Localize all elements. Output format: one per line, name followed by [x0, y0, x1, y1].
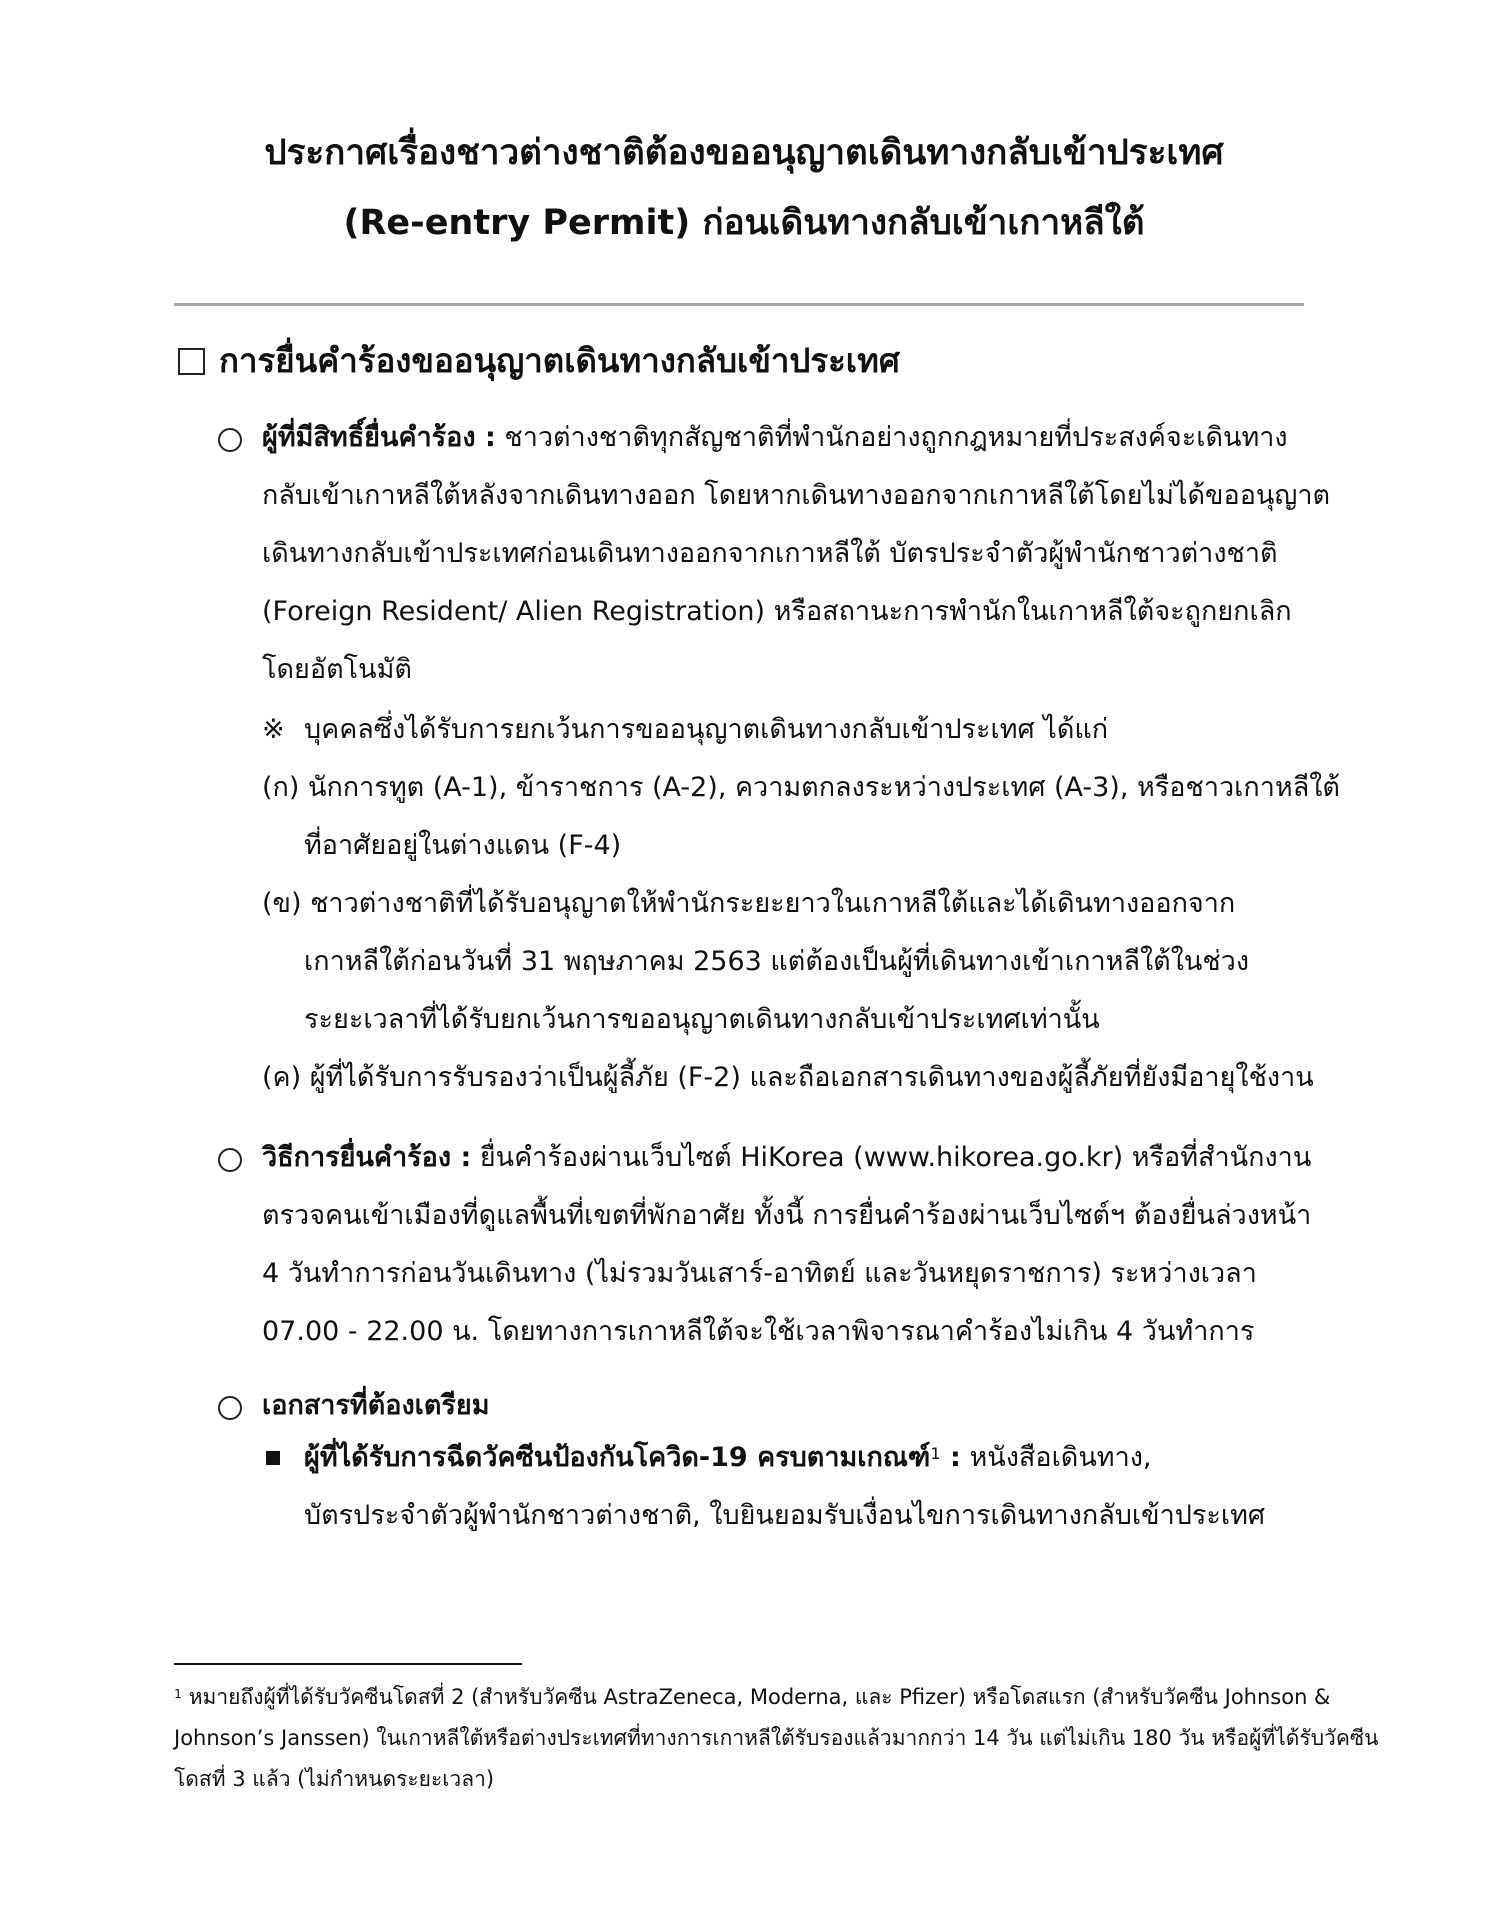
method-line2: ตรวจคนเข้าเมืองที่ดูแลพื้นที่เขตที่พักอาศัย ทั้งนี้ การยื่นคำร้องผ่านเว็บไซต์ฯ ต้องยื่นล่วงหน้า	[262, 1200, 1312, 1231]
exemption-b-line2: เกาหลีใต้ก่อนวันที่ 31 พฤษภาคม 2563 แต่ต้องเป็นผู้ที่เดินทางเข้าเกาหลีใต้ในช่วง	[304, 946, 1250, 977]
exemption-a-line2: ที่อาศัยอยู่ในต่างแดน (F-4)	[304, 830, 622, 861]
method-label: วิธีการยื่นคำร้อง :	[262, 1142, 472, 1173]
page-title-line2: (Re-entry Permit) ก่อนเดินทางกลับเข้าเกาหลีใต้	[343, 203, 1145, 243]
section-heading	[178, 336, 900, 386]
circle-bullet-icon	[218, 1396, 242, 1420]
circle-bullet-icon	[218, 428, 242, 452]
footnote-line1	[174, 1682, 1330, 1712]
documents-item-colon: :	[940, 1442, 961, 1473]
eligibility-label: ผู้ที่มีสิทธิ์ยื่นคำร้อง :	[262, 422, 496, 453]
eligibility-text1: ชาวต่างชาติทุกสัญชาติที่พำนักอย่างถูกกฎหมายที่ประสงค์จะเดินทาง	[504, 422, 1288, 453]
page-title-line1: ประกาศเรื่องชาวต่างชาติต้องขออนุญาตเดินทางกลับเข้าประเทศ	[264, 133, 1224, 173]
exemption-b-line1: (ข) ชาวต่างชาติที่ได้รับอนุญาตให้พำนักระยะยาวในเกาหลีใต้และได้เดินทางออกจาก	[262, 888, 1236, 919]
eligibility-line2: กลับเข้าเกาหลีใต้หลังจากเดินทางออก โดยหากเดินทางออกจากเกาหลีใต้โดยไม่ได้ขออนุญาต	[262, 480, 1331, 511]
exemption-a-line1: (ก) นักการทูต (A-1), ข้าราชการ (A-2), ความตกลงระหว่างประเทศ (A-3), หรือชาวเกาหลีใต้	[262, 772, 1340, 803]
exemption-c-line1: (ค) ผู้ที่ได้รับการรับรองว่าเป็นผู้ลี้ภัย (F-2) และถือเอกสารเดินทางของผู้ลี้ภัยที่ยังมีอายุใช้งาน	[262, 1062, 1314, 1093]
eligibility-line1	[262, 418, 1288, 458]
title-divider	[174, 303, 1304, 306]
exemption-b-line3: ระยะเวลาที่ได้รับยกเว้นการขออนุญาตเดินทางกลับเข้าประเทศเท่านั้น	[304, 1004, 1100, 1035]
documents-item-line2: บัตรประจำตัวผู้พำนักชาวต่างชาติ, ใบยินยอมรับเงื่อนไขการเดินทางกลับเข้าประเทศ	[304, 1500, 1266, 1531]
documents-item-line1	[304, 1438, 1152, 1478]
method-text1: ยื่นคำร้องผ่านเว็บไซต์ HiKorea (www.hikorea.go.kr) หรือที่สำนักงาน	[479, 1142, 1312, 1173]
eligibility-line5: โดยอัตโนมัติ	[262, 654, 412, 685]
footnote-divider	[174, 1663, 522, 1665]
section-heading-text: การยื่นคำร้องขออนุญาตเดินทางกลับเข้าประเทศ	[219, 341, 900, 380]
method-line1	[262, 1138, 1311, 1178]
footnote-text1: หมายถึงผู้ที่ได้รับวัคซีนโดสที่ 2 (สำหรับวัคซีน AstraZeneca, Moderna, และ Pfizer) หรือโดสแรก (สำหรับวัคซีน Johnson &	[188, 1685, 1331, 1709]
footnote-line2: Johnson’s Janssen) ในเกาหลีใต้หรือต่างประเทศที่ทางการเกาหลีใต้รับรองแล้วมากกว่า 14 วัน แต่ไม่เกิน 180 วัน หรือผู้ที่ได้รับวัคซีน	[174, 1726, 1379, 1750]
documents-item-label: ผู้ที่ได้รับการฉีดวัคซีนป้องกันโควิด-19 ครบตามเกณฑ์	[304, 1442, 931, 1473]
method-line4: 07.00 - 22.00 น. โดยทางการเกาหลีใต้จะใช้เวลาพิจารณาคำร้องไม่เกิน 4 วันทำการ	[262, 1316, 1255, 1347]
documents-item-text1: หนังสือเดินทาง,	[969, 1442, 1152, 1473]
circle-bullet-icon	[218, 1148, 242, 1172]
square-bullet-icon	[266, 1451, 280, 1465]
reference-mark-icon: ※	[262, 714, 285, 745]
eligibility-line3: เดินทางกลับเข้าประเทศก่อนเดินทางออกจากเกาหลีใต้ บัตรประจำตัวผู้พำนักชาวต่างชาติ	[262, 538, 1278, 569]
footnote-line3: โดสที่ 3 แล้ว (ไม่กำหนดระยะเวลา)	[174, 1767, 495, 1791]
footnote-ref[interactable]: 1	[930, 1443, 941, 1463]
documents-label: เอกสารที่ต้องเตรียม	[262, 1390, 490, 1421]
checkbox-square-icon	[178, 348, 205, 375]
footnote-number: 1	[174, 1686, 183, 1702]
eligibility-line4: (Foreign Resident/ Alien Registration) หรือสถานะการพำนักในเกาหลีใต้จะถูกยกเลิก	[262, 596, 1292, 627]
exemptions-heading: บุคคลซึ่งได้รับการยกเว้นการขออนุญาตเดินทางกลับเข้าประเทศ ได้แก่	[304, 714, 1109, 745]
method-line3: 4 วันทำการก่อนวันเดินทาง (ไม่รวมวันเสาร์-อาทิตย์ และวันหยุดราชการ) ระหว่างเวลา	[262, 1258, 1257, 1289]
